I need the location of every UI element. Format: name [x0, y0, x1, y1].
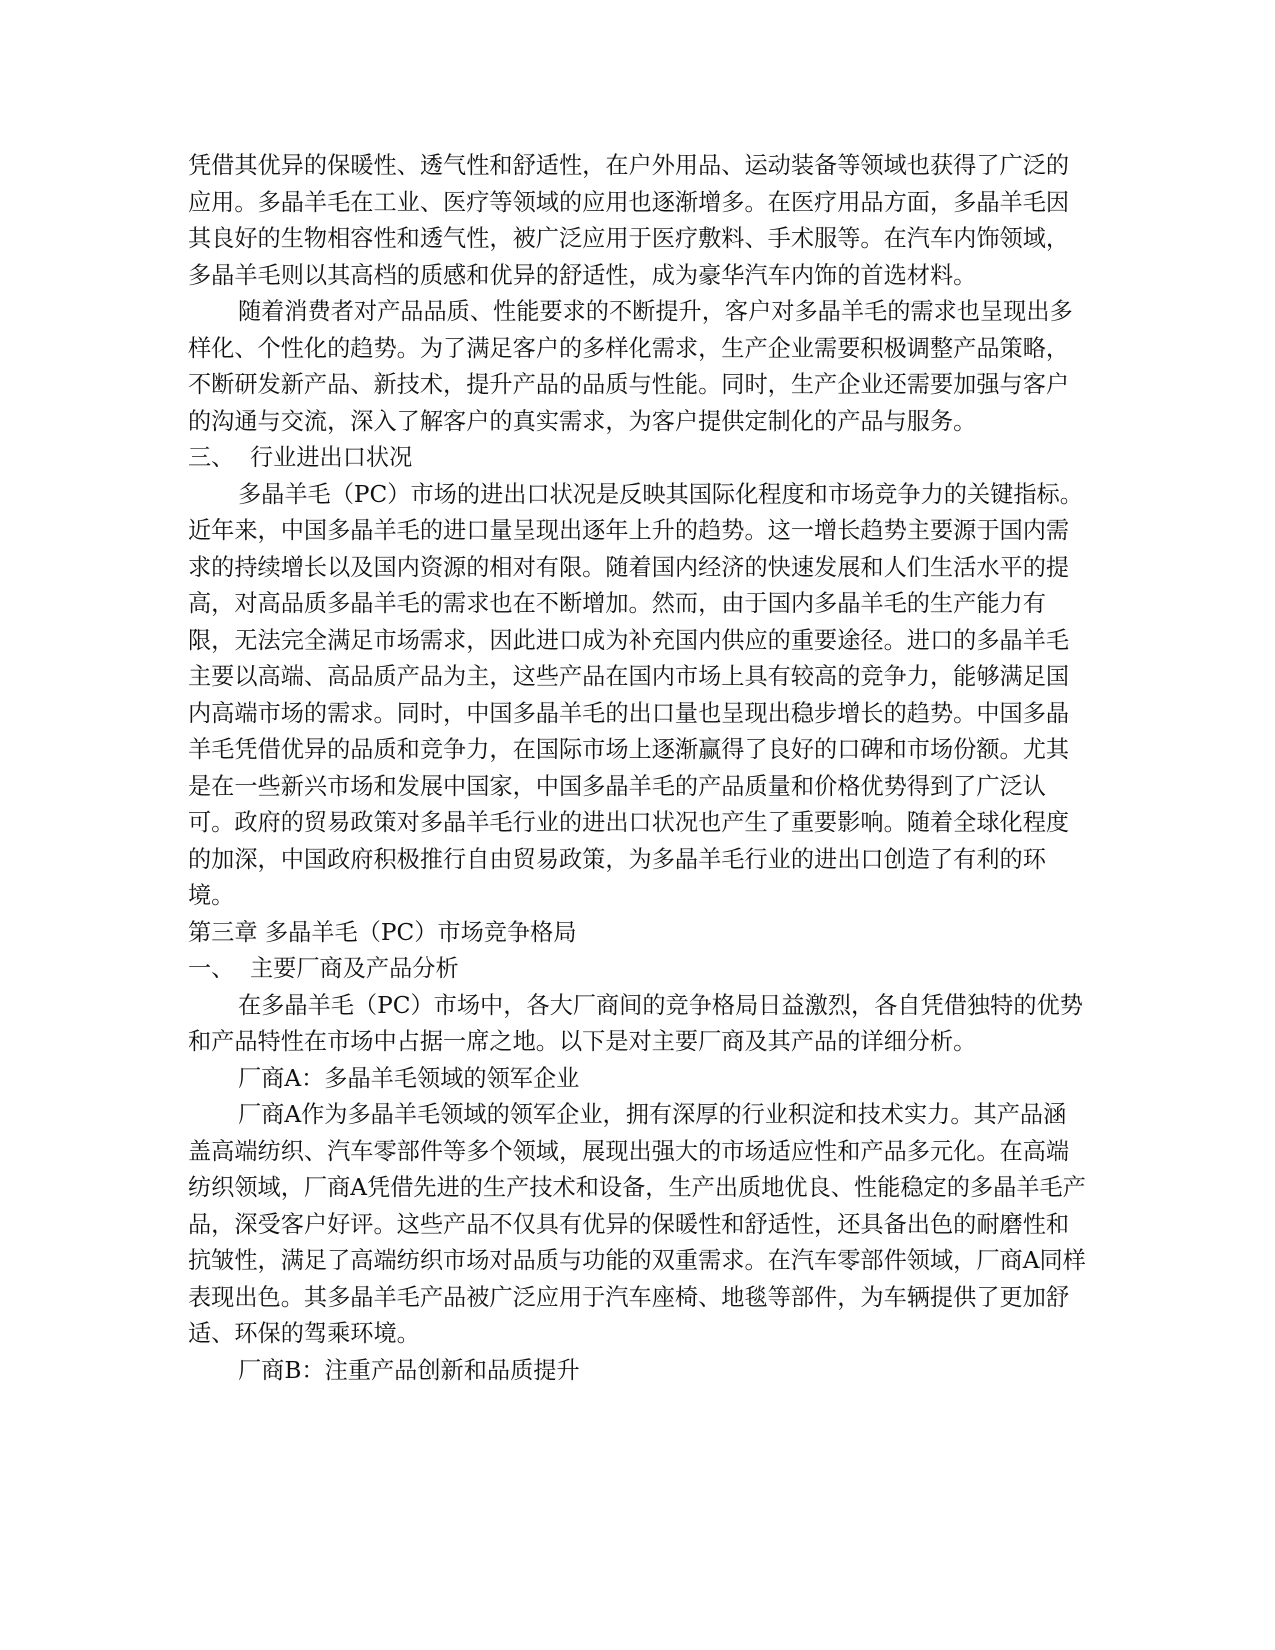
section-title: 行业进出口状况 — [250, 444, 413, 471]
paragraph-customer-demand: 随着消费者对产品品质、性能要求的不断提升，客户对多晶羊毛的需求也呈现出多样化、个性化的趋势。为了满足客户的多样化需求，生产企业需要积极调整产品策略，不断研发新产品、新技术，提升产品的品质与性能。同时，生产企业还需要加强与客户的沟通与交流，深入了解客户的真实需求，为客户提供定制化的产品与服务。 — [188, 298, 1073, 435]
subheading-manufacturer-a: 厂商A：多晶羊毛领域的领军企业 — [238, 1064, 580, 1092]
subheading-manufacturer-b: 厂商B：注重产品创新和品质提升 — [238, 1356, 580, 1384]
section-title: 主要厂商及产品分析 — [250, 955, 459, 982]
paragraph-competition-intro: 在多晶羊毛（PC）市场中，各大厂商间的竞争格局日益激烈，各自凭借独特的优势和产品特性在市场中占据一席之地。以下是对主要厂商及其产品的详细分析。 — [188, 991, 1083, 1055]
paragraph-import-export: 多晶羊毛（PC）市场的进出口状况是反映其国际化程度和市场竞争力的关键指标。近年来，中国多晶羊毛的进口量呈现出逐年上升的趋势。这一增长趋势主要源于国内需求的持续增长以及国内资源的相对有限。随着国内经济的快速发展和人们生活水平的提高，对高品质多晶羊毛的需求也在不断增加。然而，由于国内多晶羊毛的生产能力有限，无法完全满足市场需求，因此进口成为补充国内供应的重要途径。进口的多晶羊毛主要以高端、高品质产品为主，这些产品在国内市场上具有较高的竞争力，能够满足国内高端市场的需求。同时，中国多晶羊毛的出口量也呈现出稳步增长的趋势。中国多晶羊毛凭借优异的品质和竞争力，在国际市场上逐渐赢得了良好的口碑和市场份额。尤其是在一些新兴市场和发展中国家，中国多晶羊毛的产品质量和价格优势得到了广泛认可。政府的贸易政策对多晶羊毛行业的进出口状况也产生了重要影响。随着全球化程度的加深，中国政府积极推行自由贸易政策，为多晶羊毛行业的进出口创造了有利的环境。 — [188, 480, 1083, 909]
paragraph-manufacturer-a: 厂商A作为多晶羊毛领域的领军企业，拥有深厚的行业积淀和技术实力。其产品涵盖高端纺织、汽车零部件等多个领域，展现出强大的市场适应性和产品多元化。在高端纺织领域，厂商A凭借先进的生产技术和设备，生产出质地优良、性能稳定的多晶羊毛产品，深受客户好评。这些产品不仅具有优异的保暖性和舒适性，还具备出色的耐磨性和抗皱性，满足了高端纺织市场对品质与功能的双重需求。在汽车零部件领域，厂商A同样表现出色。其多晶羊毛产品被广泛应用于汽车座椅、地毯等部件，为车辆提供了更加舒适、环保的驾乘环境。 — [188, 1101, 1086, 1347]
section-number: 三、 — [188, 444, 235, 471]
document-page — [188, 148, 1088, 1389]
section-heading-manufacturers — [188, 951, 1088, 988]
paragraph-applications: 凭借其优异的保暖性、透气性和舒适性，在户外用品、运动装备等领域也获得了广泛的应用。多晶羊毛在工业、医疗等领域的应用也逐渐增多。在医疗用品方面，多晶羊毛因其良好的生物相容性和透气性，被广泛应用于医疗敷料、手术服等。在汽车内饰领域，多晶羊毛则以其高档的质感和优异的舒适性，成为豪华汽车内饰的首选材料。 — [188, 152, 1070, 289]
chapter-heading: 第三章 多晶羊毛（PC）市场竞争格局 — [188, 918, 577, 946]
section-heading-import-export — [188, 440, 1088, 477]
section-number: 一、 — [188, 955, 235, 982]
